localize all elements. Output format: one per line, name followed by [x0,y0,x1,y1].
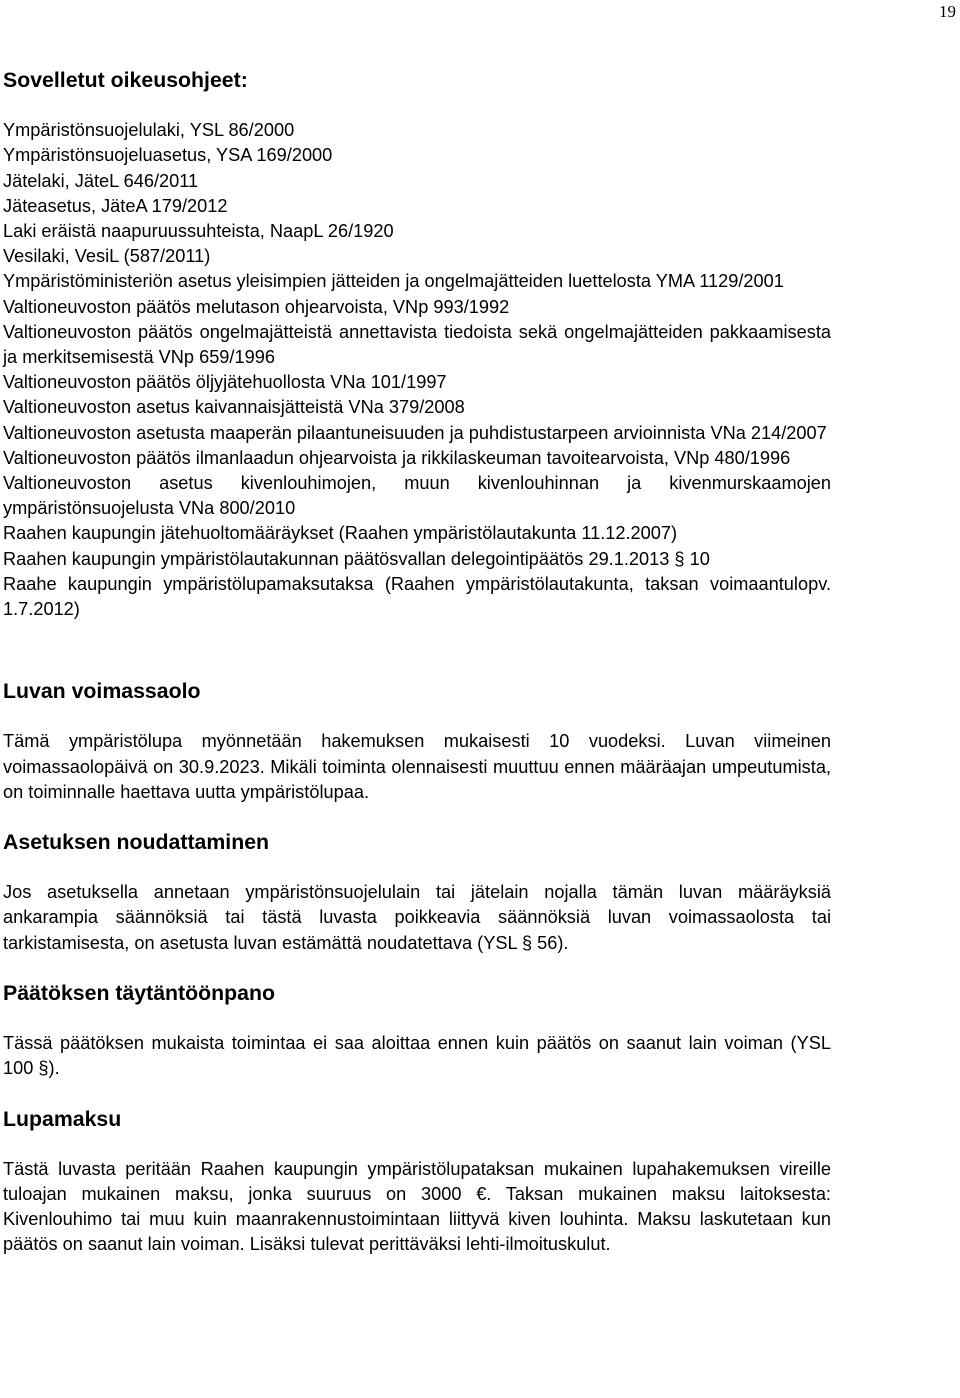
reference-item: Jäteasetus, JäteA 179/2012 [3,195,228,216]
enforcement-heading: Päätöksen täytäntöönpano [3,980,275,1005]
reference-item: Valtioneuvoston päätös melutason ohjearvoista, VNp 993/1992 [3,296,510,317]
compliance-heading: Asetuksen noudattaminen [3,830,270,855]
reference-item: Valtioneuvoston päätös ongelmajätteistä annettavista tiedoista sekä ongelmajätteiden pakkaamisesta ja merkitsemisestä VNp 659/1996 [3,321,831,368]
reference-item: Ympäristönsuojeluasetus, YSA 169/2000 [3,145,333,166]
reference-item: Valtioneuvoston päätös öljyjätehuollosta VNa 101/1997 [3,372,447,393]
reference-item: Valtioneuvoston asetus kivenlouhimojen, muun kivenlouhinnan ja kivenmurskaamojen ympäristönsuojelusta VNa 800/2010 [3,473,831,519]
document-body [3,68,831,1258]
reference-item: Laki eräistä naapuruussuhteista, NaapL 26/1920 [3,221,394,242]
reference-item: Valtioneuvoston asetusta maaperän pilaantuneisuuden ja puhdistustarpeen arvioinnista VNa 214/2007 [3,422,827,443]
compliance-text: Jos asetuksella annetaan ympäristönsuojelulain tai jätelain nojalla tämän luvan määräyksiä ankarampia säännöksiä tai tästä luvasta poikkeavia säännöksiä luvan voimassaolosta tai tarkistamisesta, on asetusta luvan estämättä noudatettava (YSL § 56). [3,882,831,953]
reference-item: Ympäristönsuojelulaki, YSL 86/2000 [3,120,295,141]
validity-text: Tämä ympäristölupa myönnetään hakemuksen mukaisesti 10 vuodeksi. Luvan viimeinen voimassaolopäivä on 30.9.2023. Mikäli toiminta olennaisesti muuttuu ennen määräajan umpeutumista, on toiminnalle haettava uutta ympäristölupaa. [3,731,831,802]
validity-heading: Luvan voimassaolo [3,679,201,704]
reference-item: Vesilaki, VesiL (587/2011) [3,246,211,267]
reference-item: Valtioneuvoston asetus kaivannaisjätteistä VNa 379/2008 [3,397,465,418]
fee-text: Tästä luvasta peritään Raahen kaupungin ympäristölupataksan mukainen lupahakemuksen vireille tuloajan mukainen maksu, jonka suuruus on 3000 €. Taksan mukainen maksu laitoksesta: Kivenlouhimo tai muu kuin maanrakennustoimintaan liittyvä kiven louhinta. Maksu laskutetaan kun päätös on saanut lain voiman. Lisäksi tulevat perittäväksi lehti-ilmoituskulut. [3,1158,831,1255]
fee-heading: Lupamaksu [3,1106,122,1131]
reference-item: Ympäristöministeriön asetus yleisimpien jätteiden ja ongelmajätteiden luettelosta YMA 1129/2001 [3,271,784,292]
enforcement-text: Tässä päätöksen mukaista toimintaa ei saa aloittaa ennen kuin päätös on saanut lain voiman (YSL 100 §). [3,1033,831,1079]
reference-item: Jätelaki, JäteL 646/2011 [3,170,199,191]
references-list [3,118,831,622]
references-heading: Sovelletut oikeusohjeet: [3,68,248,92]
reference-item: Raahen kaupungin ympäristölautakunnan päätösvallan delegointipäätös 29.1.2013 § 10 [3,548,710,569]
reference-item: Valtioneuvoston päätös ilmanlaadun ohjearvoista ja rikkilaskeuman tavoitearvoista, VNp 480/1996 [3,447,791,468]
reference-item: Raahe kaupungin ympäristölupamaksutaksa (Raahen ympäristölautakunta, taksan voimaantulopv. 1.7.2012) [3,573,831,620]
page-number: 19 [939,2,956,21]
reference-item: Raahen kaupungin jätehuoltomääräykset (Raahen ympäristölautakunta 11.12.2007) [3,523,678,544]
